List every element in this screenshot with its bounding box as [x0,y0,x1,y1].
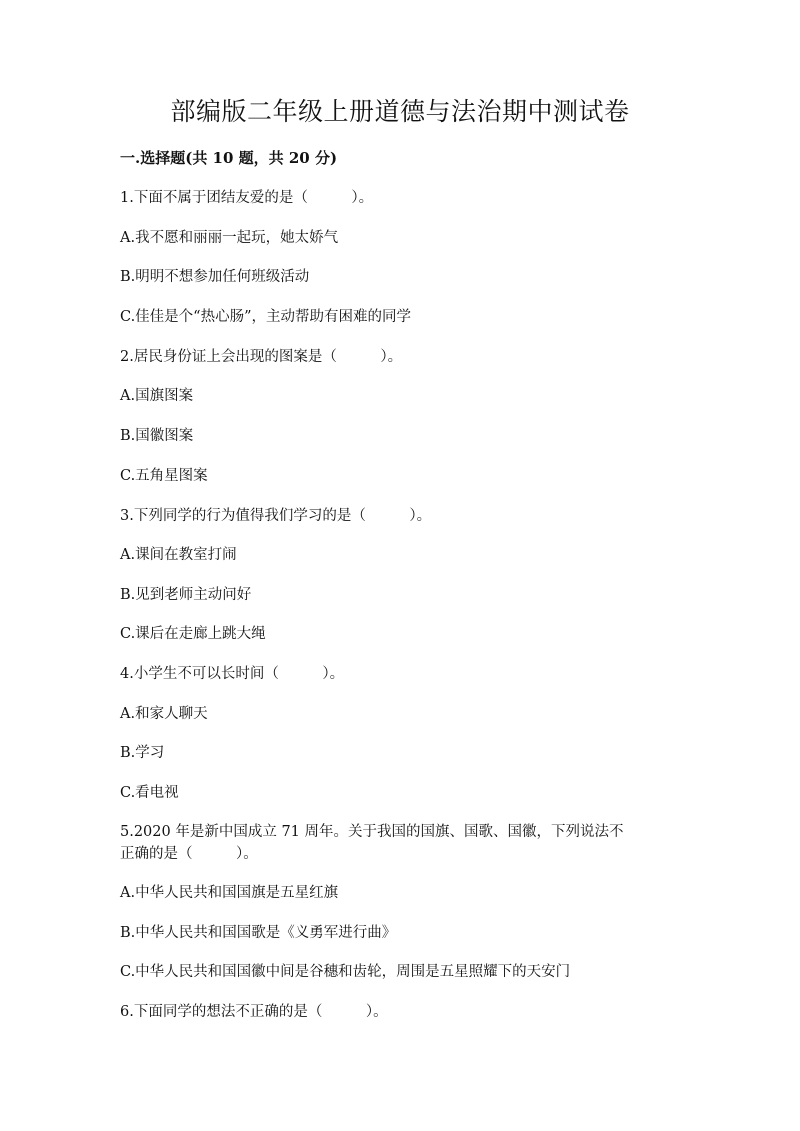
answer-option: A.和家人聊天 [120,706,208,722]
answer-option: C.五角星图案 [120,468,208,484]
answer-option: A.国旗图案 [120,388,194,404]
answer-option: C.中华人民共和国国徽中间是谷穗和齿轮，周围是五星照耀下的天安门 [120,964,571,980]
question-stem: 1.下面不属于团结友爱的是（ ）。 [120,190,374,206]
answer-option: C.佳佳是个“热心肠”，主动帮助有困难的同学 [120,309,412,325]
answer-option: A.课间在教室打闹 [120,547,237,563]
answer-option: C.看电视 [120,785,179,801]
question-stem: 2.居民身份证上会出现的图案是（ ）。 [120,349,403,365]
answer-option: B.中华人民共和国国歌是《义勇军进行曲》 [120,925,397,941]
page-title: 部编版二年级上册道德与法治期中测试卷 [170,97,630,126]
question-stem: 4.小学生不可以长时间（ ）。 [120,666,345,682]
answer-option: A.我不愿和丽丽一起玩，她太娇气 [120,230,339,246]
answer-option: B.国徽图案 [120,428,194,444]
answer-option: B.学习 [120,745,165,761]
answer-option: A.中华人民共和国国旗是五星红旗 [120,885,339,901]
section-heading: 一.选择题(共 10 题，共 20 分) [120,149,338,167]
question-stem-continued: 正确的是（ ）。 [120,846,258,862]
answer-option: B.见到老师主动问好 [120,587,252,603]
question-stem: 3.下列同学的行为值得我们学习的是（ ）。 [120,508,432,524]
question-stem: 6.下面同学的想法不正确的是（ ）。 [120,1004,388,1020]
question-stem: 5.2020 年是新中国成立 71 周年。关于我国的国旗、国歌、国徽，下列说法不 [120,824,624,840]
answer-option: C.课后在走廊上跳大绳 [120,626,266,642]
answer-option: B.明明不想参加任何班级活动 [120,269,310,285]
